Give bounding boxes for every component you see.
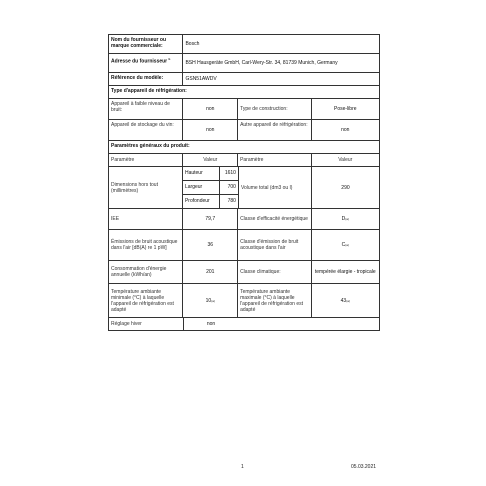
model-label: Référence du modèle: (111, 75, 164, 81)
low-noise-label: Appareil à faible niveau de bruit: (111, 101, 170, 113)
type-section-title: Type d'appareil de réfrigération: (111, 88, 187, 94)
supplier-address-label-cell (109, 54, 182, 72)
noise-class-label: Classe d'émission de bruit acoustique dans l'air (237, 230, 310, 260)
supplier-name-row (108, 34, 380, 54)
header-value-1: Valeur (182, 154, 237, 166)
width-row (183, 181, 238, 195)
max-temp-value: 43 (340, 297, 347, 304)
consumption-label: Consommation d'énergie annuelle (kWh/an) (111, 266, 167, 278)
supplier-address-label: Adresse du fournisseur (111, 58, 168, 65)
general-section-title: Paramètres généraux du produit: (111, 143, 190, 149)
model-row (108, 73, 380, 86)
supplier-address-row (108, 54, 380, 73)
other-value: non (311, 120, 380, 140)
supplier-name-value: Bosch (182, 35, 379, 53)
document-date: 05.03.2021 (351, 464, 377, 470)
supplier-name-label: Nom du fournisseur ou marque commerciale: (111, 37, 166, 49)
width-value: 700 (219, 181, 238, 194)
climate-value: tempérée élargie - tropicale (311, 261, 380, 283)
low-noise-row (108, 99, 380, 120)
other-label: Autre appareil de réfrigération: (237, 120, 310, 140)
height-row (183, 167, 238, 181)
construction-label: Type de construction: (237, 99, 310, 119)
general-header-row (108, 154, 380, 167)
max-temp-mark: (a) (346, 298, 350, 303)
energy-class-cell (311, 209, 380, 229)
dimensions-label: Dimensions hors tout (millimètres) (111, 181, 158, 194)
noise-class-value: C (341, 242, 346, 248)
temperature-row (108, 284, 380, 318)
noise-row (108, 230, 380, 261)
climate-label: Classe climatique: (237, 261, 310, 283)
depth-value: 780 (219, 195, 238, 208)
header-parameter-2: Paramètre (237, 154, 310, 166)
min-temp-mark: (a) (211, 298, 215, 303)
noise-class-mark: (a) (345, 243, 349, 247)
consumption-row (108, 261, 380, 284)
header-parameter-1: Paramètre (111, 157, 135, 163)
energy-class-value: D (341, 216, 346, 222)
depth-label: Profondeur (184, 198, 210, 204)
page-number: 1 (241, 464, 244, 470)
min-temp-value: 10 (205, 297, 212, 304)
header-value-2: Valeur (311, 154, 380, 166)
wine-row (108, 120, 380, 141)
dimensions-subtable (182, 167, 238, 208)
wine-value: non (182, 120, 237, 140)
iee-value: 79,7 (182, 209, 237, 229)
winter-row (108, 318, 380, 331)
noise-value: 36 (182, 230, 237, 260)
type-section-title-row (108, 86, 380, 99)
volume-value: 290 (311, 167, 379, 208)
supplier-address-value: BSH Hausgeräte GmbH, Carl-Wery-Str. 34, 81739 Munich, Germany (182, 54, 379, 72)
supplier-address-mark: b (168, 57, 171, 61)
product-info-sheet (108, 34, 380, 331)
winter-value: non (183, 318, 238, 330)
min-temp-label: Température ambiante minimale (°C) à laquelle l'appareil de réfrigération est adapté (111, 288, 174, 313)
consumption-value: 201 (182, 261, 237, 283)
model-value: GSN51AWDV (182, 73, 379, 85)
iee-label: IEE (111, 216, 120, 222)
height-value: 1610 (219, 167, 238, 180)
width-label: Largeur (184, 184, 203, 190)
height-label: Hauteur (184, 170, 203, 176)
winter-label: Réglage hiver (111, 321, 142, 327)
dimensions-row (108, 167, 380, 209)
wine-label: Appareil de stockage du vin: (111, 122, 174, 128)
general-section-title-row (108, 141, 380, 154)
noise-label: Émissions de bruit acoustique dans l'air [dB(A) re 1 pW] (111, 239, 178, 251)
energy-class-label: Classe d'efficacité énergétique (237, 209, 310, 229)
min-temp-cell (182, 284, 237, 317)
low-noise-value: non (182, 99, 237, 119)
max-temp-label: Température ambiante maximale (°C) à laquelle l'appareil de réfrigération est adapté (237, 284, 310, 317)
noise-class-cell (311, 230, 380, 260)
energy-class-mark: (a) (345, 217, 349, 221)
max-temp-cell (311, 284, 380, 317)
depth-row (183, 195, 238, 208)
volume-label: Volume total (dm3 ou l) (238, 167, 311, 208)
iee-row (108, 209, 380, 230)
construction-value: Pose-libre (311, 99, 380, 119)
